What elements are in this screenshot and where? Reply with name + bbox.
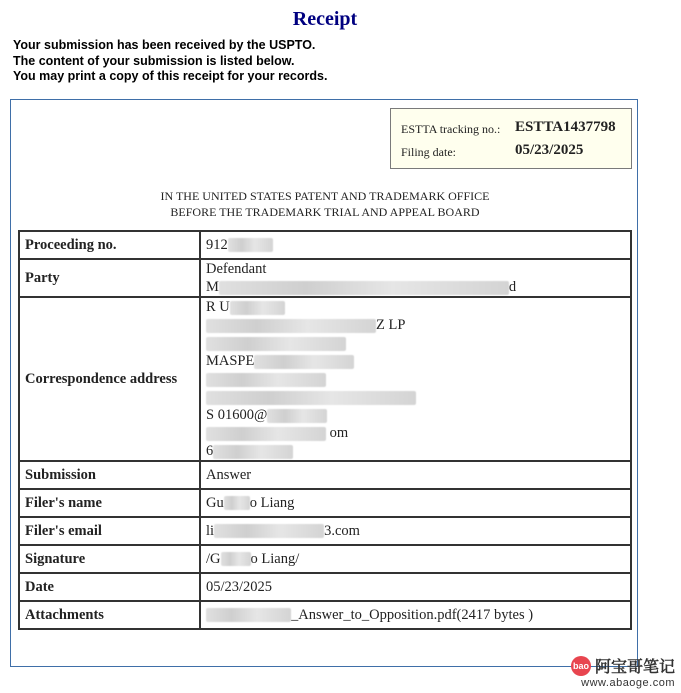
party-name-start: M	[206, 279, 219, 295]
proceeding-number: 912	[206, 236, 228, 253]
address-text: 6	[206, 443, 214, 459]
address-line	[206, 334, 625, 352]
watermark-brand	[571, 654, 675, 677]
redaction	[221, 552, 251, 566]
signature-value	[200, 545, 631, 573]
submission-label: Submission	[19, 461, 200, 489]
submission-value: Answer	[200, 461, 631, 489]
filing-date-value: 05/23/2025	[515, 142, 584, 158]
party-label: Party	[19, 259, 200, 297]
attachments-value	[200, 601, 631, 629]
address-line	[206, 406, 625, 424]
intro-line: You may print a copy of this receipt for your records.	[13, 69, 328, 83]
correspondence-value	[200, 297, 631, 461]
redaction	[206, 373, 326, 387]
watermark-url: www.abaoge.com	[581, 677, 675, 689]
date-value: 05/23/2025	[200, 573, 631, 601]
address-text: S 01600@	[206, 407, 268, 423]
party-role: Defendant	[206, 261, 267, 277]
redaction	[224, 496, 250, 510]
correspondence-label: Correspondence address	[19, 297, 200, 461]
redaction	[206, 337, 346, 351]
office-line: IN THE UNITED STATES PATENT AND TRADEMARK OFFICE	[160, 189, 490, 203]
intro-line: Your submission has been received by the USPTO.	[13, 38, 316, 52]
table-row	[19, 297, 631, 461]
intro-line: The content of your submission is listed below.	[13, 53, 295, 68]
address-line	[206, 370, 625, 388]
party-name-end: d	[508, 279, 517, 295]
address-text: MASPE	[206, 353, 255, 369]
redaction	[219, 281, 509, 295]
redaction	[254, 355, 354, 369]
address-line	[206, 316, 625, 334]
table-row	[19, 461, 631, 489]
attachment-file: _Answer_to_Opposition.pdf(2417 bytes )	[291, 606, 534, 623]
tracking-label: ESTTA tracking no.:	[401, 122, 501, 136]
signature-start: /G	[206, 550, 221, 567]
redaction	[206, 427, 326, 441]
redaction	[213, 445, 293, 459]
watermark-logo-icon: bao	[571, 656, 591, 676]
signature-label: Signature	[19, 545, 200, 573]
party-value	[200, 259, 631, 297]
redaction	[206, 391, 416, 405]
address-line	[206, 442, 625, 460]
signature-end: o Liang/	[250, 550, 300, 567]
watermark	[571, 654, 675, 689]
redaction	[206, 319, 376, 333]
filer-name-start: Gu	[206, 494, 224, 511]
table-row	[19, 231, 631, 259]
table-row	[19, 545, 631, 573]
address-line	[206, 298, 625, 316]
filer-email-start: li	[206, 522, 215, 539]
redaction	[228, 238, 273, 252]
table-row	[19, 489, 631, 517]
attachments-label: Attachments	[19, 601, 200, 629]
address-line	[206, 388, 625, 406]
watermark-name: 阿宝哥笔记	[594, 659, 675, 676]
details-table	[18, 230, 632, 630]
address-line	[206, 424, 625, 442]
redaction	[206, 608, 291, 622]
filer-email-value	[200, 517, 631, 545]
page-title: Receipt	[292, 8, 358, 30]
table-row	[19, 259, 631, 297]
address-text: om	[326, 425, 349, 441]
filer-name-end: o Liang	[249, 494, 295, 511]
office-line: BEFORE THE TRADEMARK TRIAL AND APPEAL BOARD	[170, 205, 480, 219]
redaction	[267, 409, 327, 423]
redaction	[230, 301, 285, 315]
table-row	[19, 573, 631, 601]
intro-message	[13, 38, 327, 85]
filer-email-label: Filer's email	[19, 517, 200, 545]
address-text: Z LP	[376, 317, 406, 333]
tracking-box	[390, 108, 632, 169]
table-row	[19, 601, 631, 629]
filing-date-label: Filing date:	[401, 145, 456, 159]
redaction	[214, 524, 324, 538]
filer-email-end: 3.com	[324, 522, 360, 539]
date-label: Date	[19, 573, 200, 601]
address-line	[206, 352, 625, 370]
party-name	[206, 278, 625, 296]
proceeding-value	[200, 231, 631, 259]
filer-name-label: Filer's name	[19, 489, 200, 517]
proceeding-label: Proceeding no.	[19, 231, 200, 259]
tracking-number: ESTTA1437798	[515, 119, 616, 135]
table-row	[19, 517, 631, 545]
filer-name-value	[200, 489, 631, 517]
office-heading	[0, 188, 650, 220]
address-text: R U	[206, 299, 230, 315]
